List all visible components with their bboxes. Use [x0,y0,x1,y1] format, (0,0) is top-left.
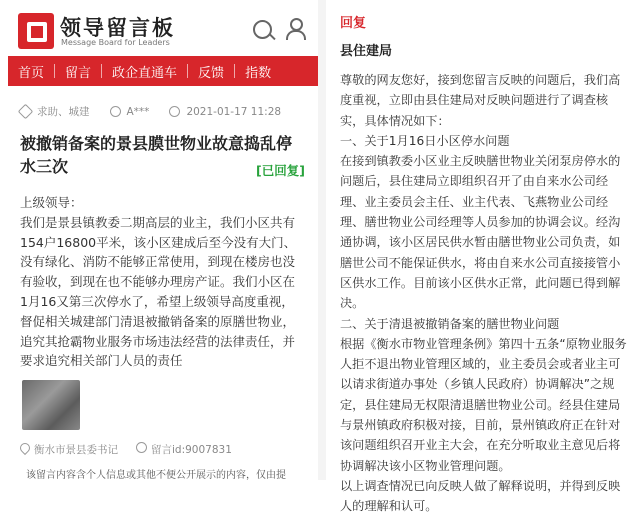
reply-panel [326,0,640,514]
nav-feedback[interactable]: 反馈 [198,65,225,81]
message-id-icon [136,442,147,453]
reply-body [340,70,630,517]
status-badge: [已回复] [256,163,305,178]
brand-title[interactable]: 领导留言板 [60,16,175,40]
post-salutation: 上级领导： [20,195,83,210]
reply-org: 县住建局 [340,44,393,59]
reply-paragraph: 尊敬的网友您好，接到您留言反映的问题后，我们高度重视，立即由县住建局对反映问题进行了调查核实，具体情况如下： [340,73,621,128]
site-header [0,0,318,56]
nav-home[interactable]: 首页 [18,65,45,81]
logo-icon[interactable] [18,13,54,49]
reply-label: 回复 [340,16,367,31]
reply-paragraph: 以上调查情况已向反映人做了解释说明，并得到反映人的理解和认可。 [340,478,621,514]
divider [318,0,326,480]
post-content: 我们是景县镇教委二期高层的业主，我们小区共有154户16800平米，该小区建成后至今没有大门、没有绿化、消防不能够正常使用，到现在楼房也没有验收，到现在也不能够办理房产证。我们小区在1月16又第三次停水了，希望上级领导高度重视，督促相关城建部门清退被撤销备案的原膳世物业，追究其抢霸物业服务市场违法经营的法律责任，并要求追究相关部门人员的责任 [20,214,297,369]
search-icon[interactable] [253,20,272,39]
attachment-thumbnail[interactable] [22,380,80,430]
user-icon[interactable] [285,18,305,40]
post-message-id: 留言id:9007831 [151,444,232,456]
reply-paragraph: 根据《衡水市物业管理条例》第四十五条“原物业服务人拒不退出物业管理区域的，业主委员会或者业主可以请求街道办事处（乡镇人民政府）协调解决”之规定，县住建局无权限清退膳世物业公司。经县住建局与景州镇政府积极对接，目前，景州镇政府正在针对该问题组织召开业主大会，在充分听取业主意见后将协调解决该小区物业管理问题。 [340,336,627,473]
nav-gov-express[interactable]: 政企直通车 [112,65,178,81]
main-nav [8,56,318,86]
message-panel [0,0,318,480]
post-date: 2021-01-17 11:28 [186,105,282,118]
post-author: A*** [126,105,150,118]
nav-index[interactable]: 指数 [245,65,272,81]
post-meta [20,104,281,119]
post-title: 被撤销备案的景县膜世物业故意捣乱停水三次 [20,134,293,176]
reply-section-heading: 一、关于1月16日小区停水问题 [340,133,510,148]
clock-icon [169,106,180,117]
location-pin-icon [18,441,32,455]
nav-message[interactable]: 留言 [65,65,92,81]
reply-section-heading: 二、关于清退被撤销备案的膳世物业问题 [340,316,560,331]
post-recipient: 衡水市景县委书记 [34,444,118,456]
privacy-notice: 该留言内容含个人信息或其他不便公开展示的内容，仅由提 [26,470,286,481]
post-category: 求助、城建 [37,106,90,118]
tag-icon [18,104,34,120]
reply-paragraph: 在接到镇教委小区业主反映膳世物业关闭泵房停水的问题后，县住建局立即组织召开了由自来水公司经理、业主委员会主任、业主代表、飞燕物业公司经理、膳世物业公司经理等人员参加的协调会议。经沟通协调，该小区居民供水暂由膳世物业公司负责，如膳世公司不能保证供水，将由自来水公司直接接管小区供水工作。目前该小区供水正常，此问题已得到解决。 [340,154,621,311]
person-icon [110,106,121,117]
post-body [20,193,302,371]
post-footer [20,442,232,457]
brand-subtitle: Message Board for Leaders [61,38,170,47]
